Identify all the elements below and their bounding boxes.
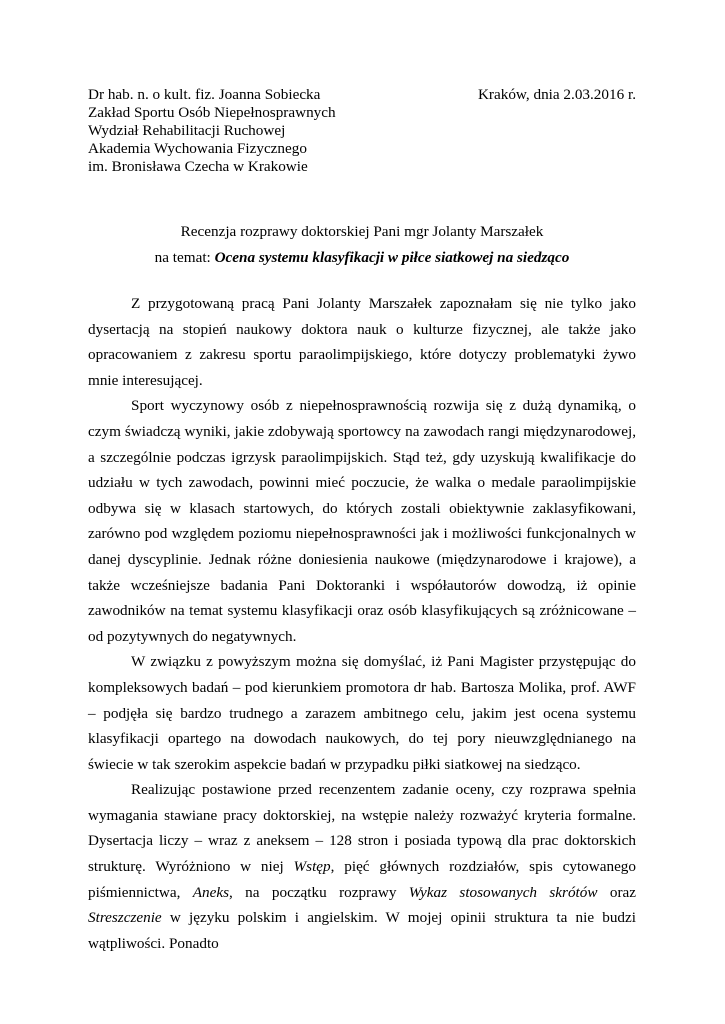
sender-line: Dr hab. n. o kult. fiz. Joanna Sobiecka [88,86,321,103]
italic-term: Streszczenie [88,909,162,927]
paragraph-text: Realizując postawione przed recenzentem zadanie oceny, czy rozprawa spełnia wymagania stawiane pracy doktorskiej, na wstępie należy rozważyć kryteria formalne. Dysertacja liczy – wraz z aneksem – 128 stron i posiada typową dla prac doktorskich strukturę. Wyróżniono w niej [88,781,636,876]
review-body [88,291,636,956]
italic-term: Wstęp [293,858,331,876]
sender-line: Wydział Rehabilitacji Ruchowej [88,122,286,139]
paragraph [88,777,636,956]
paragraph: W związku z powyższym można się domyślać, iż Pani Magister przystępując do kompleksowych badań – pod kierunkiem promotora dr hab. Bartosza Molika, prof. AWF – podjęła się bardzo trudnego a zarazem ambitnego celu, jakim jest ocena systemu klasyfikacji opartego na dowodach naukowych, do tej pory nieuwzględnianego na świecie w tak szerokim aspekcie badań w przypadku piłki siatkowej na siedząco. [88,653,636,773]
paragraph: Sport wyczynowy osób z niepełnosprawnością rozwija się z dużą dynamiką, o czym świadczą wyniki, jakie zdobywają sportowcy na zawodach rangi międzynarodowej, a szczególnie podczas igrzysk paraolimpijskich. Stąd też, gdy uzyskują kwalifikacje do udziału w tych zawodach, powinni mieć poczucie, że walka o medale paraolimpijskie odbywa się w klasach startowych, do których zostali obiektywnie zaklasyfikowani, zarówno pod względem poziomu niepełnosprawności jak i możliwości funkcjonalnych w danej dyscyplinie. Jednak różne doniesienia naukowe (międzynarodowe i krajowe), a także wcześniejsze badania Pani Doktoranki i współautorów dowodzą, iż opinie zawodników na temat systemu klasyfikacji oraz osób klasyfikujących są zróżnicowane – od pozytywnych do negatywnych. [88,397,636,645]
paragraph-text: w języku polskim i angielskim. W mojej opinii struktura ta nie budzi wątpliwości. Ponadto [88,909,636,952]
italic-term: Wykaz stosowanych skrótów [408,883,598,901]
place-date: Kraków, dnia 2.03.2016 r. [477,86,636,103]
sender-line: Akademia Wychowania Fizycznego [88,140,307,157]
paragraph-text: , na początku rozprawy [229,883,409,901]
title-line: Recenzja rozprawy doktorskiej Pani mgr Jolanty Marszałek [180,223,544,240]
paragraph-text: oraz [597,883,637,901]
sender-line: Zakład Sportu Osób Niepełnosprawnych [88,104,336,121]
sender-line: im. Bronisława Czecha w Krakowie [88,158,308,175]
paragraph: Z przygotowaną pracą Pani Jolanty Marszałek zapoznałam się nie tylko jako dysertacją na stopień naukowy doktora nauk o kulturze fizycznej, ale także jako opracowaniem z zakresu sportu paraolimpijskiego, które dotyczy problematyki żywo mnie interesującej. [88,295,636,389]
paragraph-text: , pięć głównych rozdziałów, spis cytowanego piśmiennictwa, [88,858,636,901]
topic-prefix: na temat: [154,249,215,266]
dissertation-topic: Ocena systemu klasyfikacji w piłce siatkowej na siedząco [214,249,570,266]
topic-line [88,245,636,271]
letter-header [88,86,636,176]
review-title [88,219,636,271]
italic-term: Aneks [192,883,230,901]
